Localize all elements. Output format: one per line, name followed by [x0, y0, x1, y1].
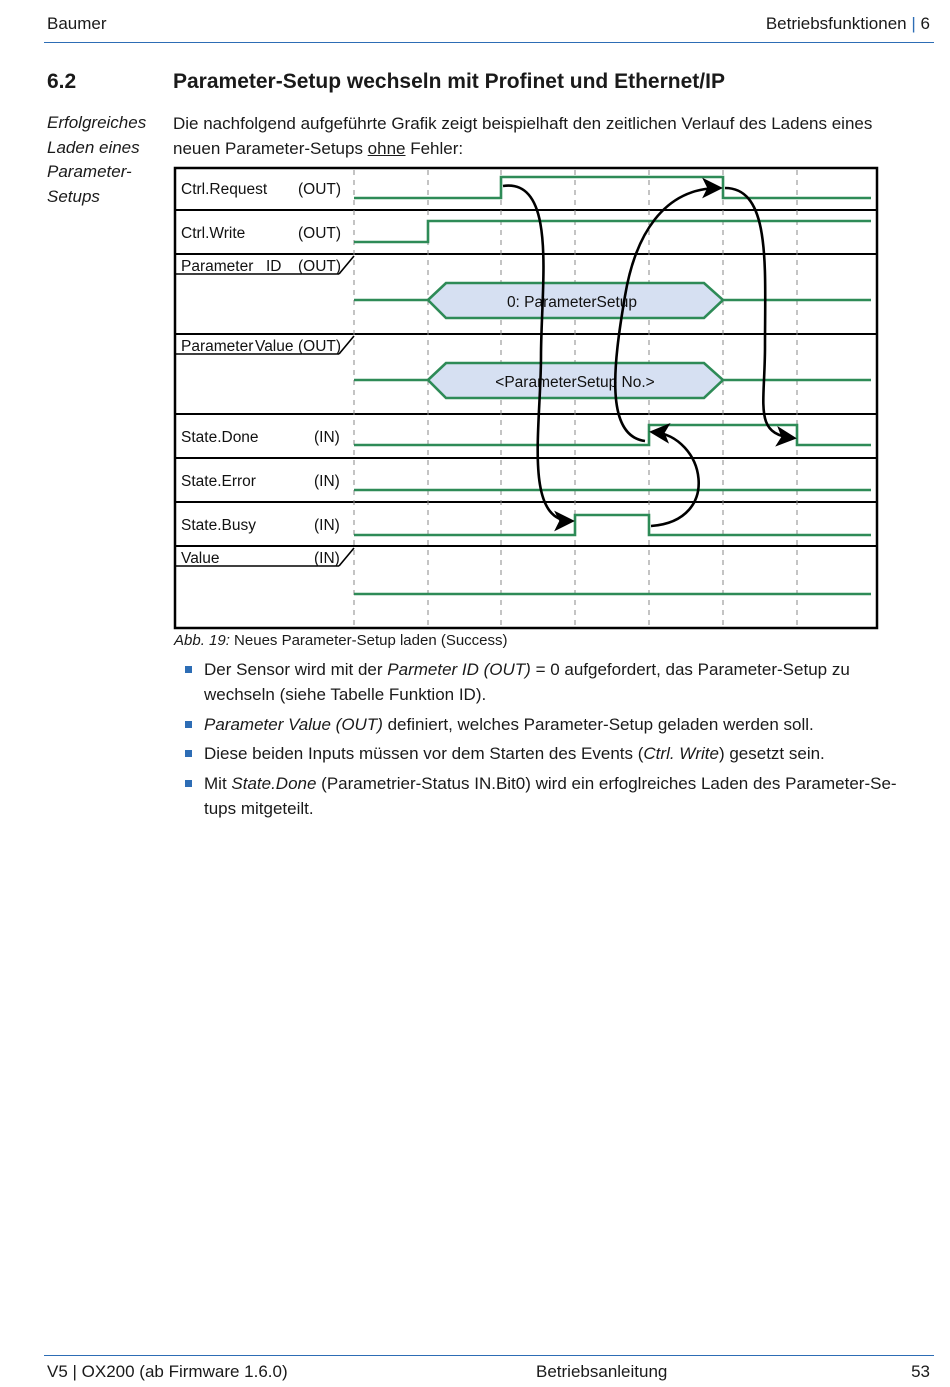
signal-dir-ctrl-write: (OUT)	[298, 225, 342, 242]
bullet-text-italic: State.Done	[231, 773, 317, 793]
bullet-item	[184, 741, 914, 766]
signal-dir-state-done: (IN)	[314, 429, 340, 446]
waveform-state-busy	[354, 515, 871, 535]
signal-dir-parameter-value: (OUT)	[298, 338, 342, 355]
section-title: Parameter-Setup wechseln mit Profinet und Ethernet/IP	[173, 70, 725, 93]
bullet-text-italic: Parameter Value (OUT)	[204, 714, 383, 734]
bullet-square-icon	[185, 721, 192, 728]
arrow-request-to-busy	[503, 186, 571, 521]
signal-dir-state-error: (IN)	[314, 473, 340, 490]
bullet-square-icon	[185, 780, 192, 787]
bullet-text-part: definiert, welches Parameter-Setup geladen werden soll.	[382, 714, 814, 734]
footer-page-number: 53	[911, 1362, 930, 1381]
bullet-square-icon	[185, 666, 192, 673]
signal-dir-ctrl-request: (OUT)	[298, 181, 342, 198]
waveform-state-done	[354, 425, 871, 445]
margin-note-line: Erfolgreiches	[47, 113, 147, 132]
header-chapter-number: 6	[920, 14, 930, 33]
label-tab-slant	[339, 336, 354, 354]
signal-name-state-done: State.Done	[181, 429, 259, 446]
bullet-item	[184, 657, 914, 707]
signal-name-parameter-value-suffix: Value	[255, 338, 294, 355]
signal-name-value: Value	[181, 550, 220, 567]
label-tab-slant	[339, 548, 354, 566]
header-separator: |	[911, 14, 916, 33]
arrow-request-to-done-falling	[725, 188, 793, 438]
signal-name-parameter-id-suffix: ID	[266, 258, 282, 275]
caption-prefix: Abb. 19:	[174, 632, 230, 649]
intro-text-end: Fehler:	[405, 139, 464, 158]
bullet-list	[184, 657, 914, 825]
signal-dir-state-busy: (IN)	[314, 517, 340, 534]
signal-name-state-error: State.Error	[181, 473, 256, 490]
bullet-text-part: = 0 aufgefordert, das Parameter-Setup zu wechseln (siehe Tabelle Funktion ID).	[204, 660, 850, 704]
section-number: 6.2	[47, 70, 77, 93]
arrow-busy-to-done	[651, 432, 699, 526]
bullet-text-part: (Parametrier-Status IN.Bit0) wird ein erfoglreiches Laden des Parameter-Se-tups mitgeteilt.	[204, 773, 897, 818]
footer-version: V5 | OX200 (ab Firmware 1.6.0)	[47, 1362, 288, 1381]
intro-text: Die nachfolgend aufgeführte Grafik zeigt beispielhaft den zeitlichen Verlauf des Ladens eines neuen Parameter-Setups	[173, 114, 873, 158]
margin-note-line: Setups	[47, 186, 100, 206]
bullet-text-part: Mit	[204, 773, 232, 793]
bullet-text-part: ) gesetzt sein.	[718, 744, 825, 763]
bullet-text-part: Diese beiden Inputs müssen vor dem Starten des Events (	[204, 744, 644, 763]
intro-paragraph	[173, 111, 918, 161]
signal-name-parameter-id: Parameter	[181, 258, 254, 275]
label-tab-slant	[339, 256, 354, 274]
bullet-item	[184, 771, 914, 821]
bullet-text-part: Der Sensor wird mit der	[204, 660, 388, 679]
figure-caption	[174, 632, 508, 649]
margin-note-line: Laden eines	[47, 137, 140, 157]
signal-name-state-busy: State.Busy	[181, 517, 256, 534]
signal-name-ctrl-write: Ctrl.Write	[181, 225, 246, 242]
bullet-text	[204, 660, 850, 704]
waveform-ctrl-write	[354, 221, 871, 242]
footer-doc-type: Betriebsanleitung	[536, 1362, 668, 1381]
bullet-text	[204, 774, 897, 818]
causality-arrows	[503, 186, 793, 526]
header-brand: Baumer	[47, 14, 107, 33]
header-chapter	[766, 14, 930, 34]
signal-name-ctrl-request: Ctrl.Request	[181, 181, 268, 198]
signal-dir-parameter-id: (OUT)	[298, 258, 342, 275]
bus-label-parameter-id: 0: ParameterSetup	[506, 294, 638, 311]
bullet-text-italic: Parmeter ID (OUT)	[387, 660, 531, 679]
bullet-text	[204, 744, 825, 763]
bullet-square-icon	[185, 750, 192, 757]
bullet-text-italic: Ctrl. Write	[643, 744, 719, 763]
intro-underlined-word: ohne	[367, 139, 406, 158]
margin-note	[47, 111, 167, 209]
footer-rule	[44, 1355, 934, 1356]
bullet-text	[204, 715, 814, 734]
waveform-ctrl-request	[354, 177, 871, 198]
caption-text: Neues Parameter-Setup laden (Success)	[229, 632, 508, 649]
bullet-item	[184, 712, 914, 737]
margin-note-line: Parameter-	[47, 162, 132, 181]
header-chapter-title: Betriebsfunktionen	[765, 14, 907, 33]
signal-name-parameter-value: Parameter	[181, 338, 254, 355]
timing-diagram	[173, 166, 879, 632]
bus-label-parameter-value: <ParameterSetup No.>	[495, 374, 655, 391]
signal-dir-value: (IN)	[314, 550, 340, 567]
signal-labels	[181, 181, 341, 567]
header-rule	[44, 42, 934, 43]
